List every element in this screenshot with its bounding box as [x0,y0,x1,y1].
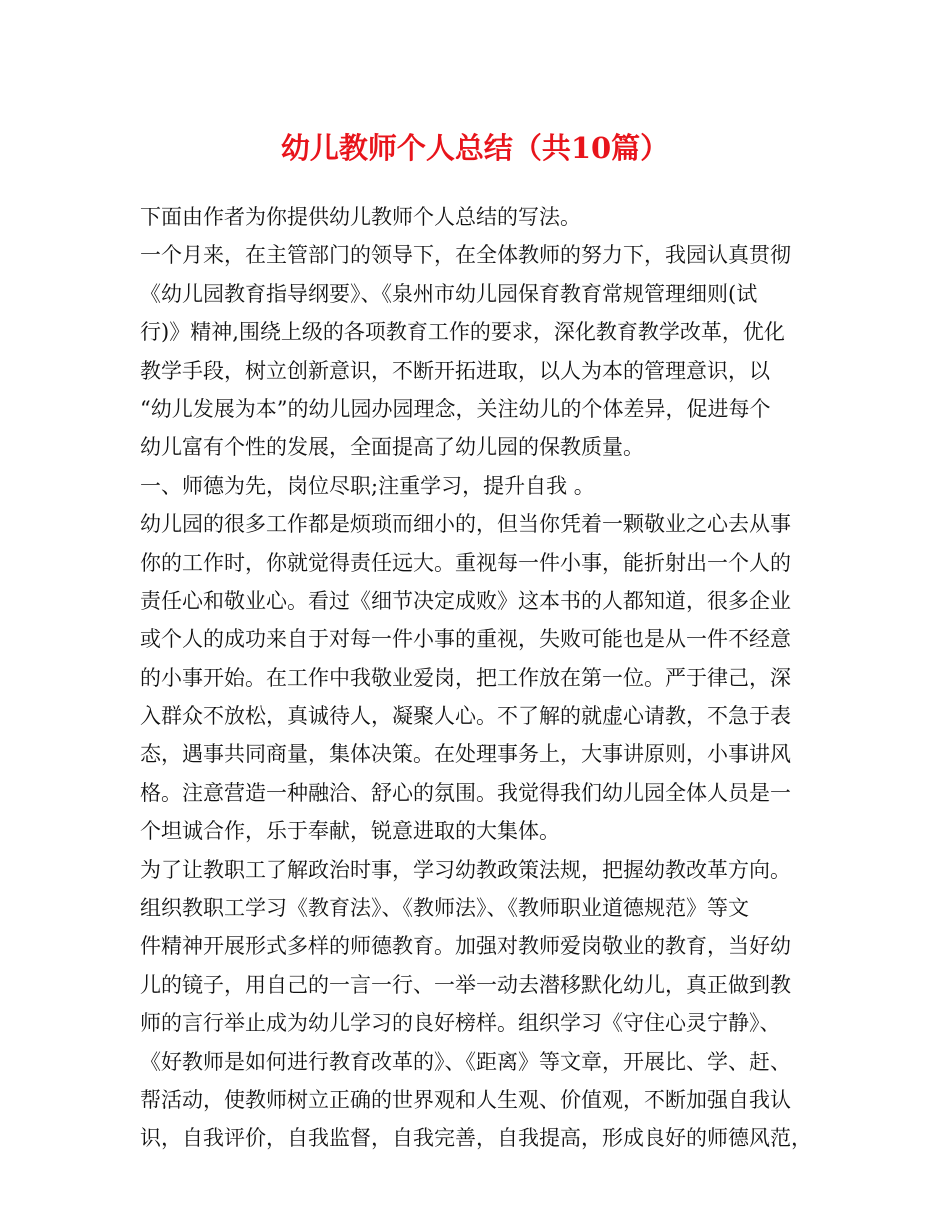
text-line: 入群众不放松，真诚待人，凝聚人心。不了解的就虚心请教，不急于表 [140,704,791,729]
text-line: 格。注意营造一种融洽、舒心的氛围。我觉得我们幼儿园全体人员是一 [140,780,791,805]
text-line: 识，自我评价，自我监督，自我完善，自我提高，形成良好的师德风范， [140,1126,812,1151]
text-line: 帮活动，使教师树立正确的世界观和人生观、价值观，不断加强自我认 [140,1087,791,1112]
section-heading: 一、师德为先，岗位尽职;注重学习，提升自我 。 [140,473,595,498]
text-line: 幼儿富有个性的发展，全面提高了幼儿园的保教质量。 [140,435,644,460]
text-line: 为了让教职工了解政治时事，学习幼教政策法规，把握幼教改革方向。 [140,857,791,882]
text-line: 或个人的成功来自于对每一件小事的重视，失败可能也是从一件不经意 [140,627,791,652]
text-line: 责任心和敬业心。看过《细节决定成败》这本书的人都知道，很多企业 [140,588,791,613]
text-line: 教学手段，树立创新意识，不断开拓进取，以人为本的管理意识，以 [140,358,770,383]
text-line: 态，遇事共同商量，集体决策。在处理事务上，大事讲原则，小事讲风 [140,742,791,767]
text-line: 个坦诚合作，乐于奉献，锐意进取的大集体。 [140,819,560,844]
document-body [140,198,830,1158]
text-line: “幼儿发展为本”的幼儿园办园理念，关注幼儿的个体差异，促进每个 [140,396,771,421]
document-title: 幼儿教师个人总结（共10篇） [280,131,670,165]
text-line: 行)》精神,围绕上级的各项教育工作的要求，深化教育教学改革，优化 [140,320,785,345]
text-line: 儿的镜子，用自己的一言一行、一举一动去潜移默化幼儿，真正做到教 [140,972,791,997]
text-line: 《幼儿园教育指导纲要》、《泉州市幼儿园保育教育常规管理细则(试 [140,281,758,306]
text-line: 你的工作时，你就觉得责任远大。重视每一件小事，能折射出一个人的 [140,550,791,575]
text-line: 下面由作者为你提供幼儿教师个人总结的写法。 [140,205,581,229]
text-line: 件精神开展形式多样的师德教育。加强对教师爱岗敬业的教育，当好幼 [140,934,791,959]
text-line: 组织教职工学习《教育法》、《教师法》、《教师职业道德规范》等文 [140,896,749,921]
text-line: 的小事开始。在工作中我敬业爱岗，把工作放在第一位。严于律己，深 [140,665,791,690]
text-line: 一个月来，在主管部门的领导下，在全体教师的努力下，我园认真贯彻 [140,243,791,268]
text-line: 幼儿园的很多工作都是烦琐而细小的，但当你凭着一颗敬业之心去从事 [140,512,791,537]
text-line: 师的言行举止成为幼儿学习的良好榜样。组织学习《守住心灵宁静》、 [140,1011,781,1036]
text-line: 《好教师是如何进行教育改革的》、《距离》等文章，开展比、学、赶、 [140,1049,791,1074]
